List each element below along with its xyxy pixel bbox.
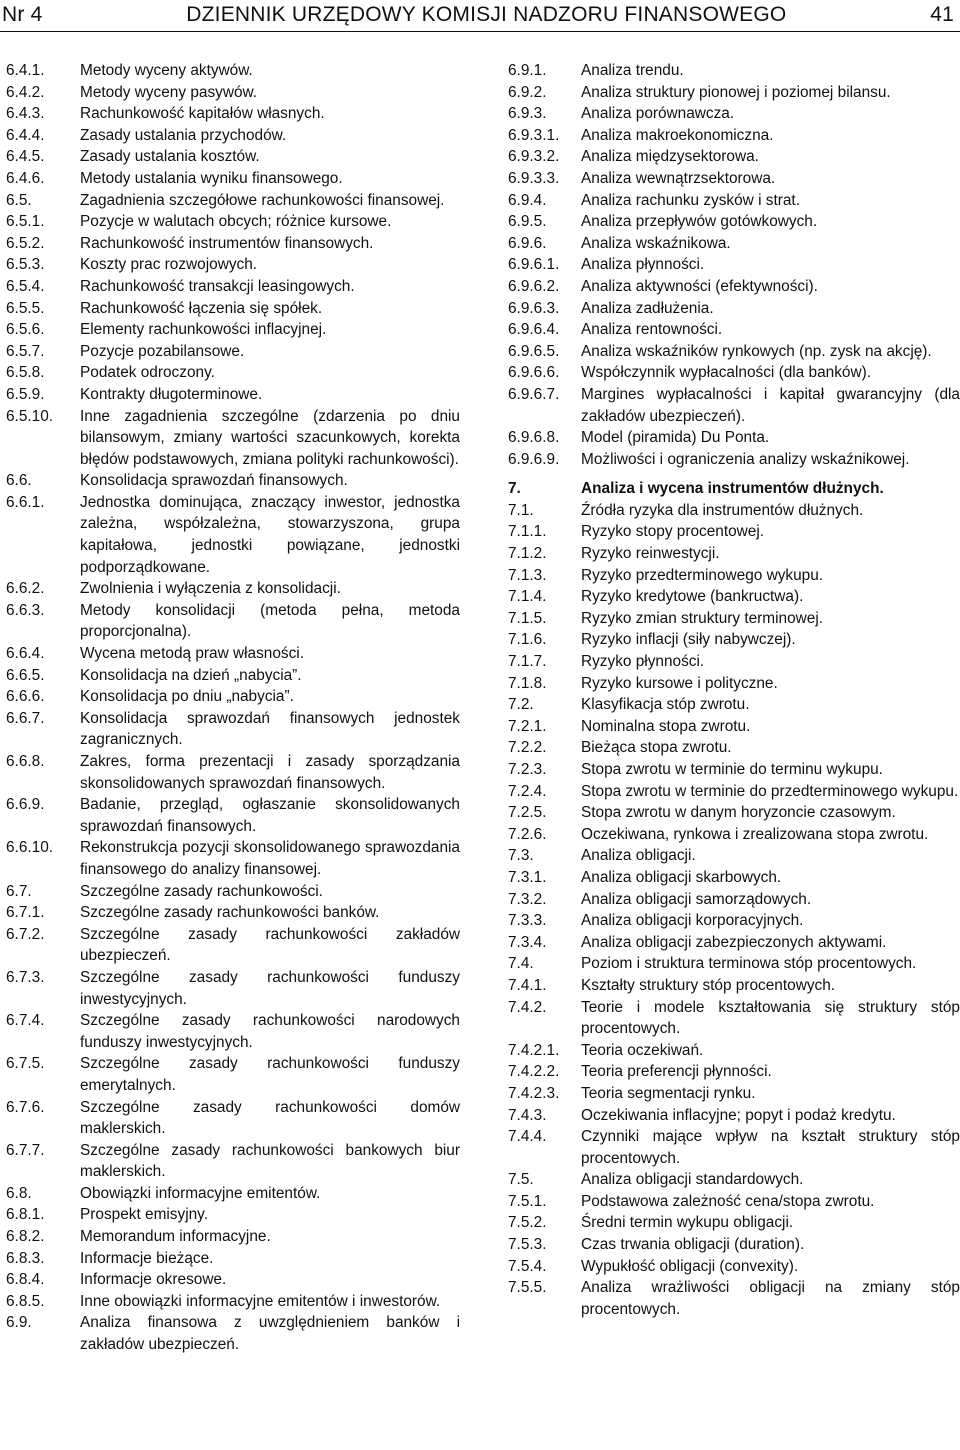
entry-text: Nominalna stopa zwrotu. xyxy=(581,717,751,735)
entry-number: 6.7.5. xyxy=(6,1055,45,1073)
entry-number: 7.4.2.2. xyxy=(508,1063,560,1081)
outline-entry xyxy=(6,1140,460,1183)
entry-text: Badanie, przegląd, ogłaszanie skonsolidowanych sprawozdań finansowych. xyxy=(80,796,460,835)
entry-text: Szczególne zasady rachunkowości funduszy inwestycyjnych. xyxy=(80,968,460,1008)
outline-entry xyxy=(508,254,960,276)
entry-number: 7.4.4. xyxy=(508,1128,547,1146)
outline-entry xyxy=(508,737,960,759)
entry-number: 7.1.2. xyxy=(508,545,547,563)
outline-entry xyxy=(6,211,460,233)
entry-number: 7.4.2.1. xyxy=(508,1041,560,1059)
entry-text: Szczególne zasady rachunkowości bankowych biur maklerskich. xyxy=(80,1141,460,1181)
entry-text: Elementy rachunkowości inflacyjnej. xyxy=(80,321,327,339)
entry-text: Bieżąca stopa zwrotu. xyxy=(581,739,732,757)
entry-text: Metody konsolidacji (metoda pełna, metoda proporcjonalna). xyxy=(80,601,460,641)
entry-text: Analiza wskaźników rynkowych (np. zysk na akcję). xyxy=(581,342,932,360)
entry-text: Wycena metodą praw własności. xyxy=(80,645,304,663)
entry-text: Analiza i wycena instrumentów dłużnych. xyxy=(581,480,884,498)
entry-number: 7. xyxy=(508,480,521,498)
outline-entry xyxy=(508,932,960,954)
outline-entry xyxy=(508,1277,960,1320)
outline-entry xyxy=(508,384,960,427)
entry-number: 7.3. xyxy=(508,847,534,865)
entry-number: 6.8.5. xyxy=(6,1292,45,1310)
entry-text: Konsolidacja sprawozdań finansowych jednostek zagranicznych. xyxy=(80,709,460,749)
entry-number: 6.4.4. xyxy=(6,126,45,144)
outline-entry xyxy=(508,125,960,147)
entry-text: Kontrakty długoterminowe. xyxy=(80,385,263,403)
outline-entry xyxy=(508,629,960,651)
entry-text: Analiza aktywności (efektywności). xyxy=(581,277,818,295)
entry-text: Ryzyko kredytowe (bankructwa). xyxy=(581,588,804,606)
entry-number: 6.8.4. xyxy=(6,1271,45,1289)
entry-text: Podstawowa zależność cena/stopa zwrotu. xyxy=(581,1192,875,1210)
entry-text: Memorandum informacyjne. xyxy=(80,1228,271,1246)
outline-entry xyxy=(508,802,960,824)
outline-entry xyxy=(6,924,460,967)
entry-text: Rachunkowość instrumentów finansowych. xyxy=(80,234,374,252)
outline-entry xyxy=(508,521,960,543)
entry-number: 6.5. xyxy=(6,191,32,209)
entry-number: 7.5.5. xyxy=(508,1279,547,1297)
outline-entry xyxy=(508,449,960,471)
entry-number: 6.8.2. xyxy=(6,1228,45,1246)
entry-text: Możliwości i ograniczenia analizy wskaźnikowej. xyxy=(581,450,910,468)
outline-entry xyxy=(6,794,460,837)
outline-entry xyxy=(508,824,960,846)
entry-number: 6.8. xyxy=(6,1184,32,1202)
outline-entry xyxy=(508,781,960,803)
entry-number: 6.9.3.3. xyxy=(508,169,560,187)
entry-number: 6.5.6. xyxy=(6,321,45,339)
entry-number: 6.9.4. xyxy=(508,191,547,209)
entry-number: 6.8.1. xyxy=(6,1206,45,1224)
outline-entry xyxy=(508,362,960,384)
outline-entry xyxy=(508,1191,960,1213)
entry-number: 7.4. xyxy=(508,955,534,973)
entry-text: Pozycje w walutach obcych; różnice kursowe. xyxy=(80,213,392,231)
outline-entry xyxy=(6,384,460,406)
outline-entry xyxy=(508,190,960,212)
entry-number: 6.7.6. xyxy=(6,1098,45,1116)
entry-text: Ryzyko reinwestycji. xyxy=(581,545,720,563)
entry-text: Analiza obligacji skarbowych. xyxy=(581,868,782,886)
outline-entry xyxy=(6,103,460,125)
entry-text: Prospekt emisyjny. xyxy=(80,1206,209,1224)
entry-text: Ryzyko inflacji (siły nabywczej). xyxy=(581,631,796,649)
entry-number: 6.9.6.3. xyxy=(508,299,560,317)
outline-entry xyxy=(6,82,460,104)
entry-text: Zasady ustalania kosztów. xyxy=(80,148,260,166)
entry-text: Analiza obligacji samorządowych. xyxy=(581,890,812,908)
entry-number: 6.7.2. xyxy=(6,925,45,943)
outline-entry xyxy=(6,708,460,751)
entry-number: 6.5.3. xyxy=(6,256,45,274)
entry-number: 6.9.6.7. xyxy=(508,385,560,403)
entry-number: 6.4.6. xyxy=(6,169,45,187)
entry-text: Analiza obligacji standardowych. xyxy=(581,1171,804,1189)
entry-text: Rekonstrukcja pozycji skonsolidowanego sprawozdania finansowego do analizy finansowej. xyxy=(80,839,460,878)
entry-number: 6.6.7. xyxy=(6,709,45,727)
entry-number: 6.6.1. xyxy=(6,493,45,511)
outline-entry xyxy=(6,1248,460,1270)
entry-text: Pozycje pozabilansowe. xyxy=(80,342,245,360)
entry-number: 6.9.3.2. xyxy=(508,148,560,166)
entry-text: Analiza rachunku zysków i strat. xyxy=(581,191,800,209)
entry-number: 6.9.6.8. xyxy=(508,429,560,447)
outline-entry xyxy=(6,254,460,276)
entry-number: 7.3.2. xyxy=(508,890,547,908)
entry-number: 6.9.3.1. xyxy=(508,126,560,144)
outline-entry xyxy=(508,319,960,341)
entry-number: 6.9.6.4. xyxy=(508,321,560,339)
entry-number: 7.2.2. xyxy=(508,739,547,757)
entry-number: 6.6.8. xyxy=(6,753,45,770)
entry-text: Inne zagadnienia szczególne (zdarzenia po dniu bilansowym, zmiany wartości szacunkowych, korekta błędów podstawowych, zmiana polityki rachunkowości). xyxy=(80,407,460,468)
outline-entry xyxy=(6,1183,460,1205)
entry-number: 7.4.2.3. xyxy=(508,1084,560,1102)
outline-entry xyxy=(508,1061,960,1083)
outline-entry xyxy=(508,543,960,565)
entry-text: Szczególne zasady rachunkowości zakładów ubezpieczeń. xyxy=(80,925,460,965)
entry-number: 6.6. xyxy=(6,472,32,490)
outline-entry xyxy=(508,673,960,695)
outline-entry xyxy=(508,889,960,911)
entry-text: Czynniki mające wpływ na kształt struktury stóp procentowych. xyxy=(581,1128,960,1167)
outline-entry xyxy=(508,586,960,608)
entry-number: 6.5.10. xyxy=(6,407,54,425)
entry-number: 7.5. xyxy=(508,1171,534,1189)
entry-number: 7.3.1. xyxy=(508,868,547,886)
outline-entry xyxy=(6,125,460,147)
outline-entry xyxy=(6,276,460,298)
entry-text: Analiza wskaźnikowa. xyxy=(581,234,731,252)
entry-text: Jednostka dominująca, znaczący inwestor, jednostka zależna, współzależna, stowarzyszona, grupa kapitałowa, jednostki powiązane, jednostki podporządkowane. xyxy=(80,493,460,576)
entry-number: 6.5.1. xyxy=(6,213,45,231)
entry-text: Inne obowiązki informacyjne emitentów i inwestorów. xyxy=(80,1292,441,1310)
entry-number: 7.2.3. xyxy=(508,761,547,778)
entry-number: 7.4.2. xyxy=(508,998,547,1016)
entry-text: Analiza obligacji korporacyjnych. xyxy=(581,912,804,930)
outline-entry xyxy=(6,751,460,794)
entry-text: Analiza obligacji. xyxy=(581,847,696,865)
entry-number: 6.4.2. xyxy=(6,83,45,101)
right-column xyxy=(508,60,960,1320)
outline-entry xyxy=(6,60,460,82)
outline-entry xyxy=(508,867,960,889)
outline-entry xyxy=(508,1169,960,1191)
entry-number: 6.9.6.5. xyxy=(508,342,560,360)
entry-number: 6.9.1. xyxy=(508,62,547,79)
outline-entry xyxy=(6,1291,460,1313)
outline-entry xyxy=(508,716,960,738)
entry-number: 6.7.3. xyxy=(6,968,45,986)
entry-text: Metody wyceny aktywów. xyxy=(80,62,253,79)
entry-number: 6.9.2. xyxy=(508,83,547,101)
entry-number: 6.5.7. xyxy=(6,342,45,360)
entry-number: 6.5.8. xyxy=(6,364,45,382)
entry-number: 6.9.5. xyxy=(508,213,547,231)
outline-entry xyxy=(6,362,460,384)
entry-text: Metody wyceny pasywów. xyxy=(80,83,258,101)
outline-entry xyxy=(508,276,960,298)
entry-text: Kształty struktury stóp procentowych. xyxy=(581,976,836,994)
entry-text: Metody ustalania wyniku finansowego. xyxy=(80,169,343,187)
entry-text: Obowiązki informacyjne emitentów. xyxy=(80,1184,321,1202)
entry-number: 6.6.2. xyxy=(6,580,45,598)
entry-number: 7.1.8. xyxy=(508,674,547,692)
entry-number: 6.9.6.1. xyxy=(508,256,560,274)
outline-entry xyxy=(6,146,460,168)
entry-number: 6.7.1. xyxy=(6,904,45,922)
entry-number: 7.5.4. xyxy=(508,1257,547,1275)
outline-entry xyxy=(508,168,960,190)
entry-text: Teoria segmentacji rynku. xyxy=(581,1084,756,1102)
entry-text: Podatek odroczony. xyxy=(80,364,215,382)
outline-entry xyxy=(6,837,460,880)
entry-number: 7.5.1. xyxy=(508,1192,547,1210)
page-header xyxy=(0,0,960,30)
entry-text: Zakres, forma prezentacji i zasady sporządzania skonsolidowanych sprawozdań finansowych. xyxy=(80,753,460,792)
entry-number: 7.1.7. xyxy=(508,653,547,671)
entry-text: Klasyfikacja stóp zwrotu. xyxy=(581,696,750,714)
entry-number: 6.9.6. xyxy=(508,234,547,252)
outline-entry xyxy=(6,298,460,320)
outline-entry xyxy=(508,845,960,867)
entry-text: Analiza międzysektorowa. xyxy=(581,148,759,166)
entry-text: Stopa zwrotu w terminie do terminu wykupu. xyxy=(581,761,883,778)
entry-text: Analiza makroekonomiczna. xyxy=(581,126,774,144)
entry-number: 6.9.6.2. xyxy=(508,277,560,295)
entry-number: 6.7.7. xyxy=(6,1141,45,1159)
entry-text: Oczekiwana, rynkowa i zrealizowana stopa zwrotu. xyxy=(581,825,929,843)
entry-number: 6.4.5. xyxy=(6,148,45,166)
entry-text: Poziom i struktura terminowa stóp procentowych. xyxy=(581,955,917,973)
entry-text: Szczególne zasady rachunkowości narodowych funduszy inwestycyjnych. xyxy=(80,1012,460,1051)
entry-number: 6.6.4. xyxy=(6,645,45,663)
entry-number: 6.5.5. xyxy=(6,299,45,317)
outline-entry xyxy=(6,319,460,341)
entry-text: Stopa zwrotu w danym horyzoncie czasowym. xyxy=(581,804,896,822)
outline-entry xyxy=(508,103,960,125)
entry-text: Informacje bieżące. xyxy=(80,1249,214,1267)
entry-text: Konsolidacja po dniu „nabycia”. xyxy=(80,688,294,706)
outline-entry xyxy=(508,1256,960,1278)
entry-text: Ryzyko stopy procentowej. xyxy=(581,523,765,541)
entry-text: Analiza wrażliwości obligacji na zmiany stóp procentowych. xyxy=(581,1279,960,1318)
entry-number: 6.6.5. xyxy=(6,666,45,684)
outline-entry xyxy=(508,60,960,82)
entry-number: 7.4.1. xyxy=(508,976,547,994)
entry-text: Analiza trendu. xyxy=(581,62,684,79)
entry-number: 6.9.6.9. xyxy=(508,450,560,468)
page-number: 41 xyxy=(930,3,954,26)
entry-text: Teoria oczekiwań. xyxy=(581,1041,704,1059)
entry-text: Czas trwania obligacji (duration). xyxy=(581,1236,805,1254)
entry-number: 7.2. xyxy=(508,696,534,714)
outline-entry xyxy=(508,1234,960,1256)
outline-entry xyxy=(6,1204,460,1226)
outline-entry xyxy=(508,694,960,716)
left-column xyxy=(6,60,460,1356)
outline-entry xyxy=(6,406,460,471)
entry-text: Konsolidacja na dzień „nabycia”. xyxy=(80,666,302,684)
entry-text: Szczególne zasady rachunkowości funduszy emerytalnych. xyxy=(80,1055,460,1094)
entry-number: 6.9.3. xyxy=(508,105,547,123)
entry-number: 6.8.3. xyxy=(6,1249,45,1267)
entry-number: 7.1. xyxy=(508,501,534,519)
entry-text: Analiza wewnątrzsektorowa. xyxy=(581,169,776,187)
outline-entry xyxy=(508,608,960,630)
entry-number: 6.7.4. xyxy=(6,1012,45,1030)
outline-entry xyxy=(508,953,960,975)
entry-number: 6.5.4. xyxy=(6,277,45,295)
entry-number: 7.1.1. xyxy=(508,523,547,541)
entry-text: Analiza zadłużenia. xyxy=(581,299,714,317)
outline-entry xyxy=(508,82,960,104)
entry-number: 7.2.5. xyxy=(508,804,547,822)
entry-number: 7.5.3. xyxy=(508,1236,547,1254)
entry-text: Analiza porównawcza. xyxy=(581,105,735,123)
outline-entry xyxy=(508,759,960,781)
outline-entry xyxy=(508,1105,960,1127)
entry-text: Analiza struktury pionowej i poziomej bilansu. xyxy=(581,83,891,101)
entry-number: 6.4.3. xyxy=(6,105,45,123)
entry-number: 7.1.4. xyxy=(508,588,547,606)
outline-entry xyxy=(6,665,460,687)
outline-entry xyxy=(6,967,460,1010)
entry-number: 7.5.2. xyxy=(508,1214,547,1232)
outline-entry xyxy=(6,902,460,924)
outline-entry xyxy=(508,565,960,587)
entry-text: Ryzyko przedterminowego wykupu. xyxy=(581,566,824,584)
outline-entry xyxy=(6,470,460,492)
outline-entry xyxy=(6,1312,460,1355)
entry-number: 7.4.3. xyxy=(508,1106,547,1124)
entry-number: 6.4.1. xyxy=(6,62,45,79)
entry-text: Koszty prac rozwojowych. xyxy=(80,256,258,274)
outline-entry xyxy=(6,1226,460,1248)
entry-number: 7.3.4. xyxy=(508,933,547,951)
entry-text: Współczynnik wypłacalności (dla banków). xyxy=(581,364,871,382)
journal-title: DZIENNIK URZĘDOWY KOMISJI NADZORU FINANSOWEGO xyxy=(186,3,787,26)
outline-entry xyxy=(6,643,460,665)
entry-text: Zasady ustalania przychodów. xyxy=(80,126,287,144)
entry-text: Szczególne zasady rachunkowości. xyxy=(80,882,323,900)
outline-entry xyxy=(508,910,960,932)
entry-text: Analiza finansowa z uwzględnieniem banków i zakładów ubezpieczeń. xyxy=(80,1314,460,1354)
entry-text: Zwolnienia i wyłączenia z konsolidacji. xyxy=(80,580,341,598)
entry-number: 6.6.9. xyxy=(6,796,45,814)
outline-entry xyxy=(508,233,960,255)
entry-number: 7.3.3. xyxy=(508,912,547,930)
entry-number: 6.9. xyxy=(6,1314,32,1332)
entry-number: 6.9.6.6. xyxy=(508,364,560,382)
entry-text: Analiza płynności. xyxy=(581,256,705,274)
entry-text: Margines wypłacalności i kapitał gwarancyjny (dla zakładów ubezpieczeń). xyxy=(581,385,960,425)
entry-number: 7.2.6. xyxy=(508,825,547,843)
outline-entry xyxy=(6,1010,460,1053)
entry-text: Oczekiwania inflacyjne; popyt i podaż kredytu. xyxy=(581,1106,896,1124)
entry-text: Teorie i modele kształtowania się struktury stóp procentowych. xyxy=(581,998,960,1038)
entry-text: Rachunkowość kapitałów własnych. xyxy=(80,105,325,123)
entry-number: 6.6.10. xyxy=(6,839,54,857)
outline-entry xyxy=(6,341,460,363)
entry-number: 7.2.4. xyxy=(508,782,547,800)
outline-entry xyxy=(6,881,460,903)
entry-text: Rachunkowość łączenia się spółek. xyxy=(80,299,323,317)
outline-entry xyxy=(508,1083,960,1105)
outline-entry xyxy=(508,298,960,320)
entry-text: Ryzyko kursowe i polityczne. xyxy=(581,674,778,692)
entry-text: Wypukłość obligacji (convexity). xyxy=(581,1257,799,1275)
outline-entry xyxy=(508,1212,960,1234)
outline-entry xyxy=(6,190,460,212)
outline-entry xyxy=(508,341,960,363)
entry-text: Źródła ryzyka dla instrumentów dłużnych. xyxy=(581,501,864,519)
outline-entry xyxy=(6,233,460,255)
issue-number: Nr 4 xyxy=(2,3,43,26)
entry-text: Model (piramida) Du Ponta. xyxy=(581,429,770,447)
outline-entry xyxy=(508,146,960,168)
entry-number: 7.1.6. xyxy=(508,631,547,649)
entry-text: Ryzyko zmian struktury terminowej. xyxy=(581,609,824,627)
entry-text: Stopa zwrotu w terminie do przedterminowego wykupu. xyxy=(581,782,959,800)
entry-text: Analiza obligacji zabezpieczonych aktywami. xyxy=(581,933,887,951)
outline-entry xyxy=(6,492,460,578)
outline-entry xyxy=(6,578,460,600)
entry-text: Średni termin wykupu obligacji. xyxy=(581,1214,794,1232)
entry-number: 6.6.6. xyxy=(6,688,45,706)
outline-entry xyxy=(508,500,960,522)
outline-entry xyxy=(508,997,960,1040)
outline-entry xyxy=(6,600,460,643)
entry-number: 7.1.5. xyxy=(508,609,547,627)
entry-number: 6.6.3. xyxy=(6,601,45,619)
entry-text: Rachunkowość transakcji leasingowych. xyxy=(80,277,355,295)
outline-entry xyxy=(6,168,460,190)
outline-entry xyxy=(508,427,960,449)
entry-text: Szczególne zasady rachunkowości domów maklerskich. xyxy=(80,1098,460,1138)
entry-text: Szczególne zasady rachunkowości banków. xyxy=(80,904,380,922)
outline-entry xyxy=(508,211,960,233)
entry-number: 7.1.3. xyxy=(508,566,547,584)
entry-text: Informacje okresowe. xyxy=(80,1271,227,1289)
outline-entry xyxy=(6,1097,460,1140)
entry-number: 6.5.2. xyxy=(6,234,45,252)
outline-entry xyxy=(508,975,960,997)
entry-text: Analiza rentowności. xyxy=(581,321,723,339)
outline-entry xyxy=(508,478,960,500)
entry-text: Konsolidacja sprawozdań finansowych. xyxy=(80,472,348,490)
entry-number: 6.5.9. xyxy=(6,385,45,403)
entry-number: 7.2.1. xyxy=(508,717,547,735)
entry-text: Analiza przepływów gotówkowych. xyxy=(581,213,818,231)
entry-text: Ryzyko płynności. xyxy=(581,653,705,671)
outline-entry xyxy=(6,1269,460,1291)
outline-entry xyxy=(6,1053,460,1096)
outline-entry xyxy=(508,651,960,673)
entry-text: Zagadnienia szczegółowe rachunkowości finansowej. xyxy=(80,191,445,209)
header-divider xyxy=(0,31,960,32)
outline-entry xyxy=(508,1126,960,1169)
outline-entry xyxy=(508,1040,960,1062)
entry-text: Teoria preferencji płynności. xyxy=(581,1063,772,1081)
outline-entry xyxy=(6,686,460,708)
entry-number: 6.7. xyxy=(6,882,32,900)
